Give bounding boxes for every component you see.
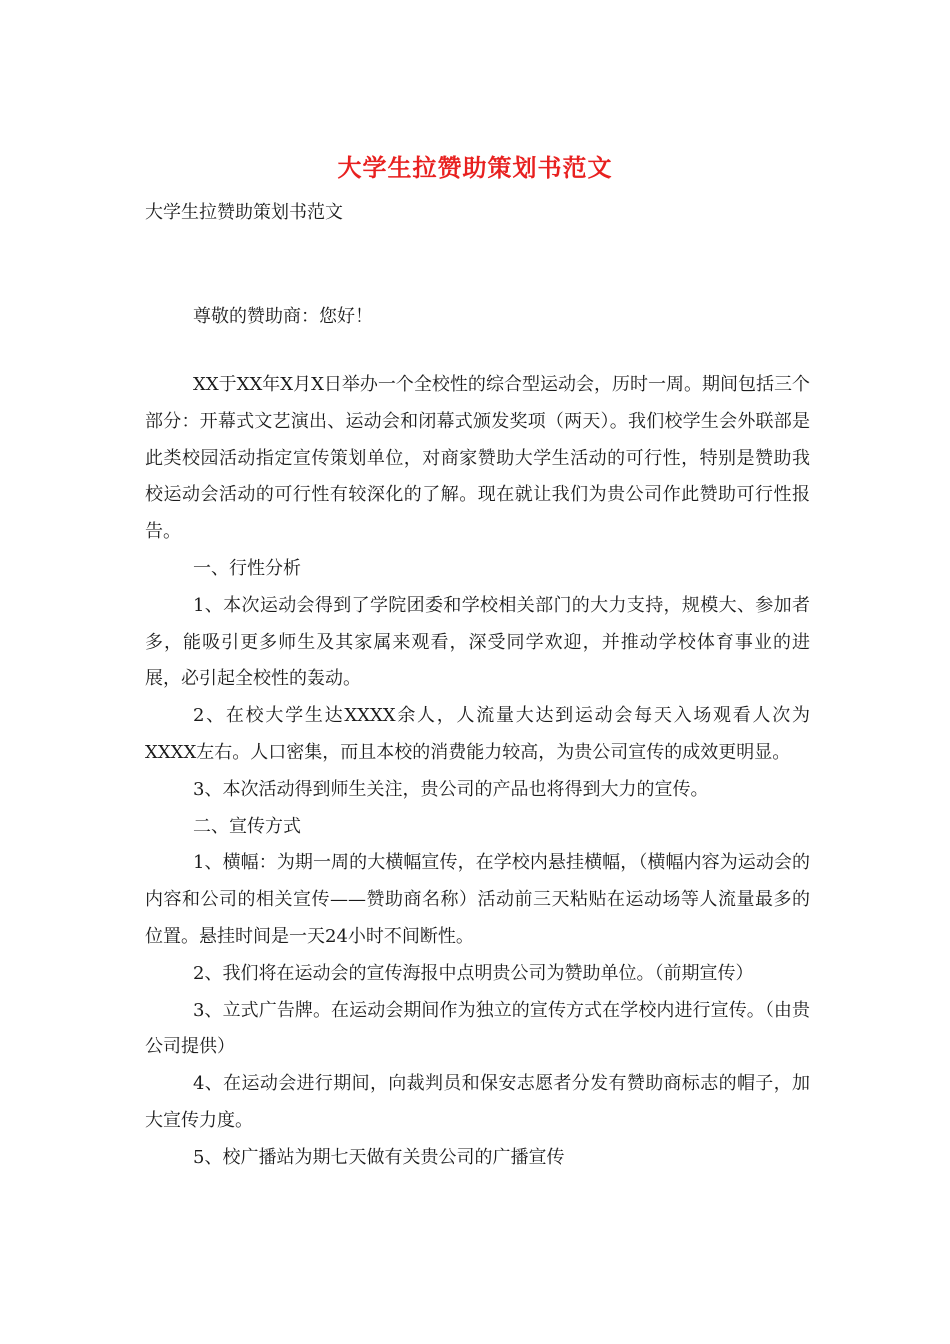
paragraph-promotion-2: 2、我们将在运动会的宣传海报中点明贵公司为赞助单位。（前期宣传）: [193, 962, 754, 984]
paragraph-promotion-3: 3、立式广告牌。在运动会期间作为独立的宣传方式在学校内进行宣传。（由贵公司提供）: [145, 999, 810, 1058]
paragraph-promotion-1: 1、横幅：为期一周的大横幅宣传，在学校内悬挂横幅，（横幅内容为运动会的内容和公司的相关宣传——赞助商名称）活动前三天粘贴在运动场等人流量最多的位置。悬挂时间是一天24小时不间断性。: [145, 852, 810, 947]
paragraph-promotion-4: 4、在运动会进行期间，向裁判员和保安志愿者分发有赞助商标志的帽子，加大宣传力度。: [145, 1073, 810, 1131]
document-subtitle: 大学生拉赞助策划书范文: [145, 202, 343, 223]
paragraph-feasibility-3: 3、本次活动得到师生关注，贵公司的产品也将得到大力的宣传。: [193, 778, 709, 800]
section-heading-feasibility: 一、行性分析: [193, 557, 301, 579]
section-heading-promotion: 二、宣传方式: [193, 815, 301, 837]
document-body: [145, 367, 810, 1177]
paragraph-promotion-5: 5、校广播站为期七天做有关贵公司的广播宣传: [193, 1146, 565, 1168]
paragraph-feasibility-2: 2、在校大学生达XXXX余人，人流量大达到运动会每天入场观看人次为XXXX左右。人口密集，而且本校的消费能力较高，为贵公司宣传的成效更明显。: [145, 705, 810, 763]
document-title: 大学生拉赞助策划书范文: [337, 153, 613, 182]
paragraph-intro: XX于XX年X月X日举办一个全校性的综合型运动会，历时一周。期间包括三个部分：开幕式文艺演出、运动会和闭幕式颁发奖项（两天）。我们校学生会外联部是此类校园活动指定宣传策划单位，对商家赞助大学生活动的可行性，特别是赞助我校运动会活动的可行性有较深化的了解。现在就让我们为贵公司作此赞助可行性报告。: [145, 374, 810, 543]
paragraph-feasibility-1: 1、本次运动会得到了学院团委和学校相关部门的大力支持，规模大、参加者多，能吸引更多师生及其家属来观看，深受同学欢迎，并推动学校体育事业的进展，必引起全校性的轰动。: [145, 594, 810, 690]
greeting: 尊敬的赞助商：您好！: [193, 306, 373, 327]
